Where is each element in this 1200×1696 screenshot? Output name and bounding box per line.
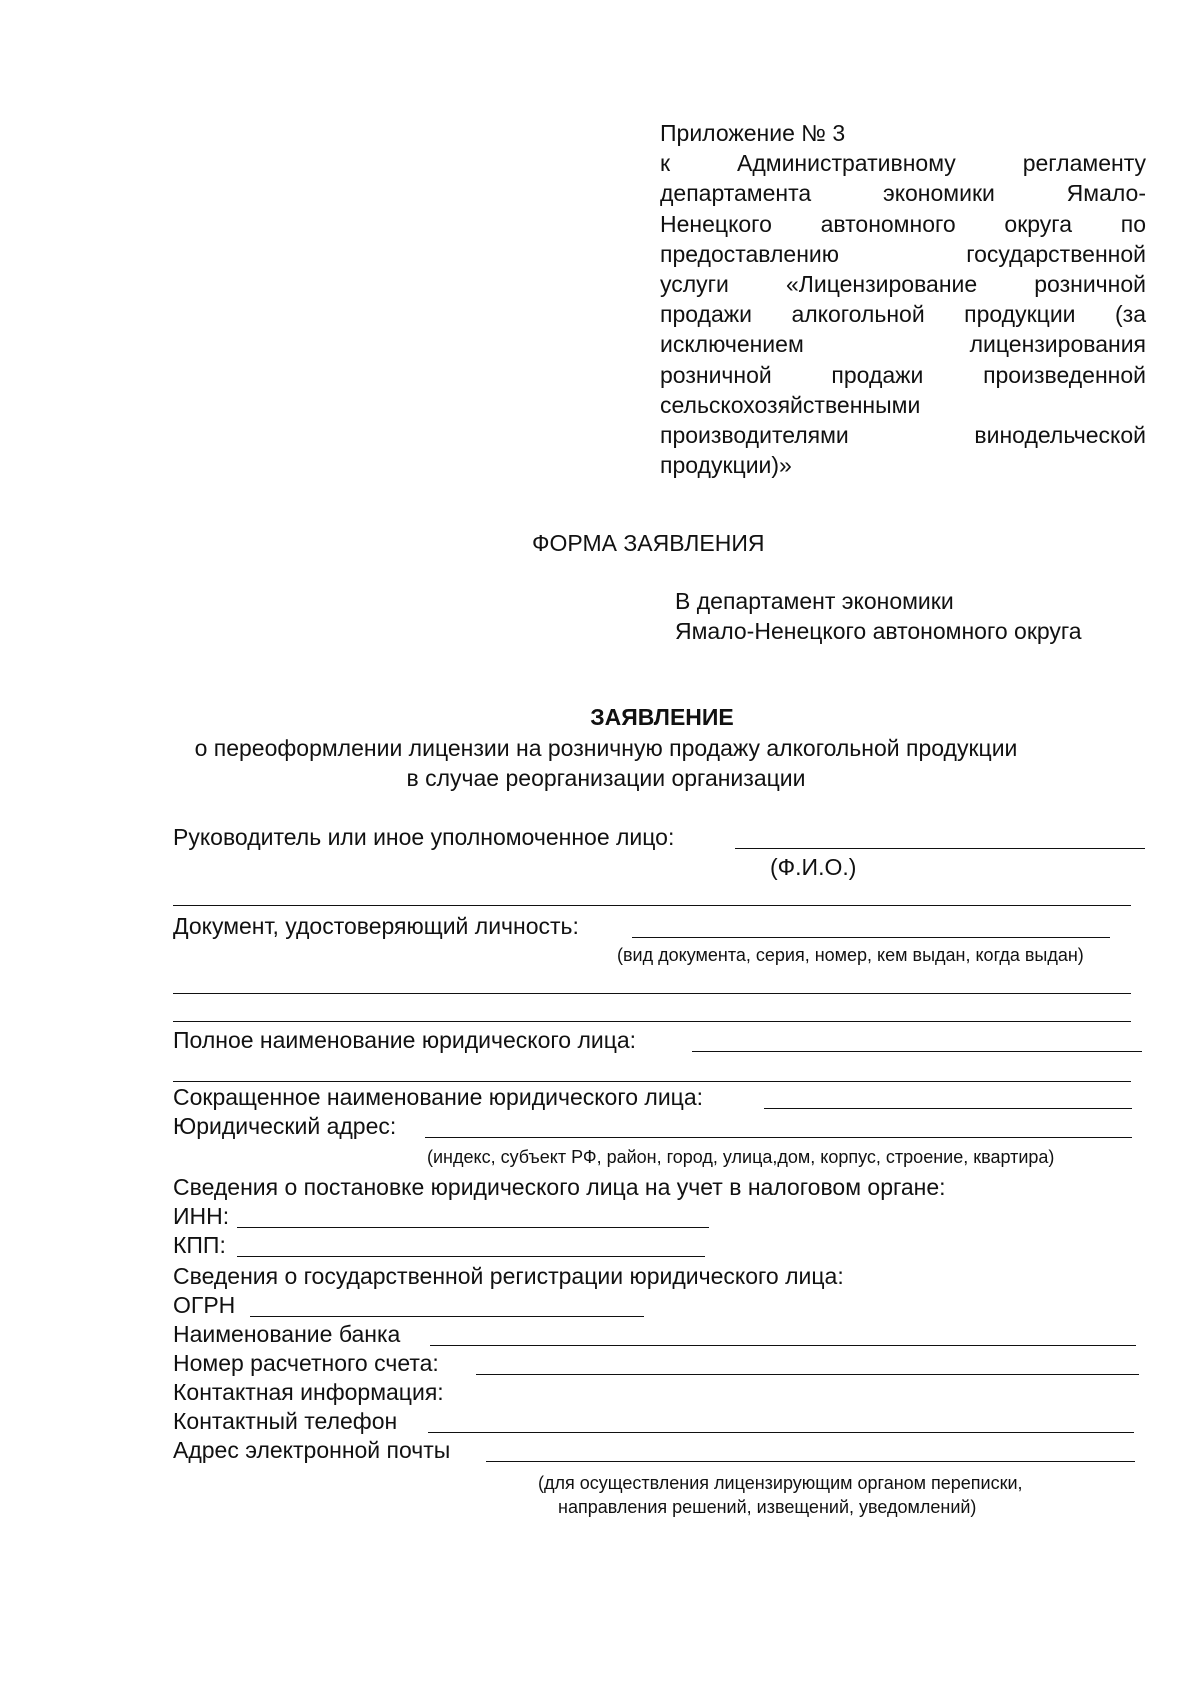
legal-address-hint: (индекс, субъект РФ, район, город, улица,дом, корпус, строение, квартира) [427,1147,1055,1167]
head-person-label: Руководитель или иное уполномоченное лицо: [173,824,675,850]
inn-label: ИНН: [173,1203,230,1229]
legal-address-label: Юридический адрес: [173,1113,397,1139]
kpp-label: КПП: [173,1232,226,1258]
email-hint-1: (для осуществления лицензирующим органом переписки, [538,1473,1023,1493]
appendix-line: предоставлению государственной [660,240,1146,267]
id-document-extra-line-2[interactable] [173,1021,1131,1022]
id-document-label: Документ, удостоверяющий личность: [173,913,579,939]
full-name-label: Полное наименование юридического лица: [173,1027,637,1053]
id-document-extra-line-1[interactable] [173,993,1131,994]
phone-input-line[interactable] [428,1432,1134,1433]
id-document-hint: (вид документа, серия, номер, кем выдан, когда выдан) [617,945,1084,965]
account-number-label: Номер расчетного счета: [173,1350,439,1376]
addressee-line-2: Ямало-Ненецкого автономного округа [675,618,1082,644]
bank-name-label: Наименование банка [173,1321,401,1347]
appendix-line: Ненецкого автономного округа по [660,210,1146,237]
form-title: ФОРМА ЗАЯВЛЕНИЯ [532,530,765,556]
phone-label: Контактный телефон [173,1408,398,1434]
registration-info-label: Сведения о государственной регистрации юридического лица: [173,1263,844,1289]
legal-address-input-line[interactable] [425,1137,1132,1138]
short-name-input-line[interactable] [764,1108,1132,1109]
fio-hint: (Ф.И.О.) [770,854,857,880]
document-subtitle-2: в случае реорганизации организации [406,765,806,791]
addressee-line-1: В департамент экономики [675,588,954,614]
email-hint-2: направления решений, извещений, уведомлений) [558,1497,977,1517]
head-person-input-line[interactable] [735,848,1145,849]
appendix-line: услуги «Лицензирование розничной [660,270,1146,297]
appendix-line: розничной продажи произведенной [660,361,1146,388]
kpp-input-line[interactable] [237,1256,705,1257]
head-person-extra-line[interactable] [173,905,1131,906]
appendix-line: Приложение № 3 [660,120,846,146]
ogrn-input-line[interactable] [250,1316,644,1317]
short-name-label: Сокращенное наименование юридического лица: [173,1084,704,1110]
contact-info-label: Контактная информация: [173,1379,444,1405]
appendix-line: исключением лицензирования [660,331,1146,358]
appendix-line: к Административному регламенту [660,150,1146,177]
email-label: Адрес электронной почты [173,1437,451,1463]
appendix-line: сельскохозяйственными [660,391,921,418]
id-document-input-line[interactable] [632,937,1110,938]
appendix-line: продажи алкогольной продукции (за [660,301,1146,328]
appendix-line: производителями винодельческой [660,421,1146,448]
bank-name-input-line[interactable] [430,1345,1136,1346]
inn-input-line[interactable] [237,1227,709,1228]
email-input-line[interactable] [486,1461,1135,1462]
appendix-line: департамента экономики Ямало- [660,180,1146,207]
appendix-block [660,118,1146,480]
document-title: ЗАЯВЛЕНИЕ [590,704,734,730]
account-number-input-line[interactable] [476,1374,1139,1375]
document-subtitle-1: о переоформлении лицензии на розничную продажу алкогольной продукции [194,735,1018,761]
ogrn-label: ОГРН [173,1292,236,1318]
tax-info-label: Сведения о постановке юридического лица на учет в налоговом органе: [173,1174,946,1200]
full-name-input-line[interactable] [692,1051,1142,1052]
appendix-line: продукции)» [660,452,792,479]
